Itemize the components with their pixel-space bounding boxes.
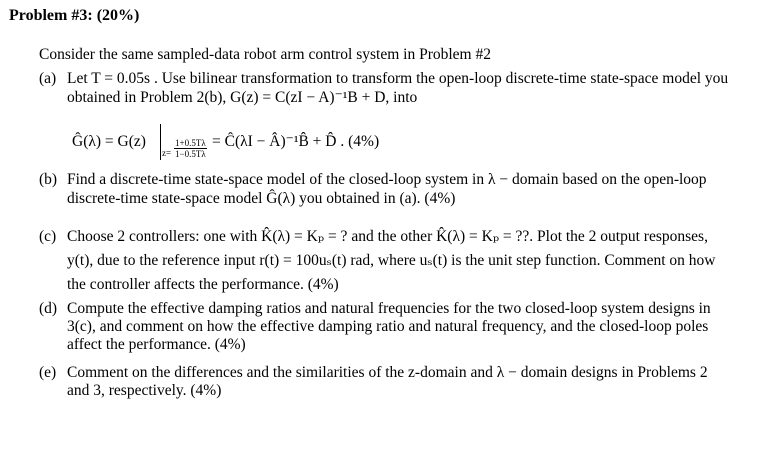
part-c-line3: the controller affects the performance. (4%) (67, 276, 339, 293)
part-b (39, 170, 764, 208)
part-c (39, 225, 764, 297)
part-d (39, 300, 764, 354)
part-e (39, 364, 764, 400)
part-b-line1: Find a discrete-time state-space model of the closed-loop system in λ − domain based on the open-loop (67, 171, 707, 188)
part-b-label: (b) (39, 171, 58, 188)
part-d-label: (d) (39, 300, 58, 317)
intro-text: Consider the same sampled-data robot arm control system in Problem #2 (39, 46, 491, 63)
part-d-line1: Compute the effective damping ratios and natural frequencies for the two closed-loop system designs in (67, 300, 711, 317)
part-d-line2: 3(c), and comment on how the effective damping ratio and natural frequency, and the closed-loop poles (67, 318, 709, 335)
part-a-label: (a) (39, 70, 57, 87)
part-b-line2: discrete-time state-space model Ĝ(λ) you obtained in (a). (4%) (67, 190, 456, 207)
equation-left-side: Ĝ(λ) = G(z) (72, 133, 146, 150)
equation-right-side: = Ĉ(λI − Â)⁻¹B̂ + D̂ . (4%) (212, 133, 380, 150)
evaluation-bar (160, 124, 161, 160)
problem-title: Problem #3: (20%) (9, 7, 140, 24)
part-e-line2: and 3, respectively. (4%) (67, 382, 222, 399)
fraction-denominator: 1−0.5Tλ (175, 149, 206, 159)
part-c-label: (c) (39, 228, 57, 245)
equation-substitution-var: z= (162, 148, 172, 158)
part-e-line1: Comment on the differences and the similarities of the z-domain and λ − domain designs in Problems 2 (67, 364, 708, 381)
part-c-line2: y(t), due to the reference input r(t) = 100uₛ(t) rad, where uₛ(t) is the unit step function. Comment on how (67, 252, 716, 269)
part-e-label: (e) (39, 364, 57, 381)
part-a-line2: obtained in Problem 2(b), G(z) = C(zI − A)⁻¹B + D, into (67, 89, 418, 106)
part-d-line3: affect the performance. (4%) (67, 336, 246, 353)
part-c-line1: Choose 2 controllers: one with K̂(λ) = Kₚ = ? and the other K̂(λ) = Kₚ = ??. Plot the 2 output responses, (67, 228, 708, 245)
part-a-line1: Let T = 0.05s . Use bilinear transformation to transform the open-loop discrete-time state-space model you (67, 70, 729, 87)
fraction-numerator: 1+0.5Tλ (175, 138, 206, 148)
substitution-fraction (174, 138, 207, 159)
part-a (39, 69, 764, 107)
